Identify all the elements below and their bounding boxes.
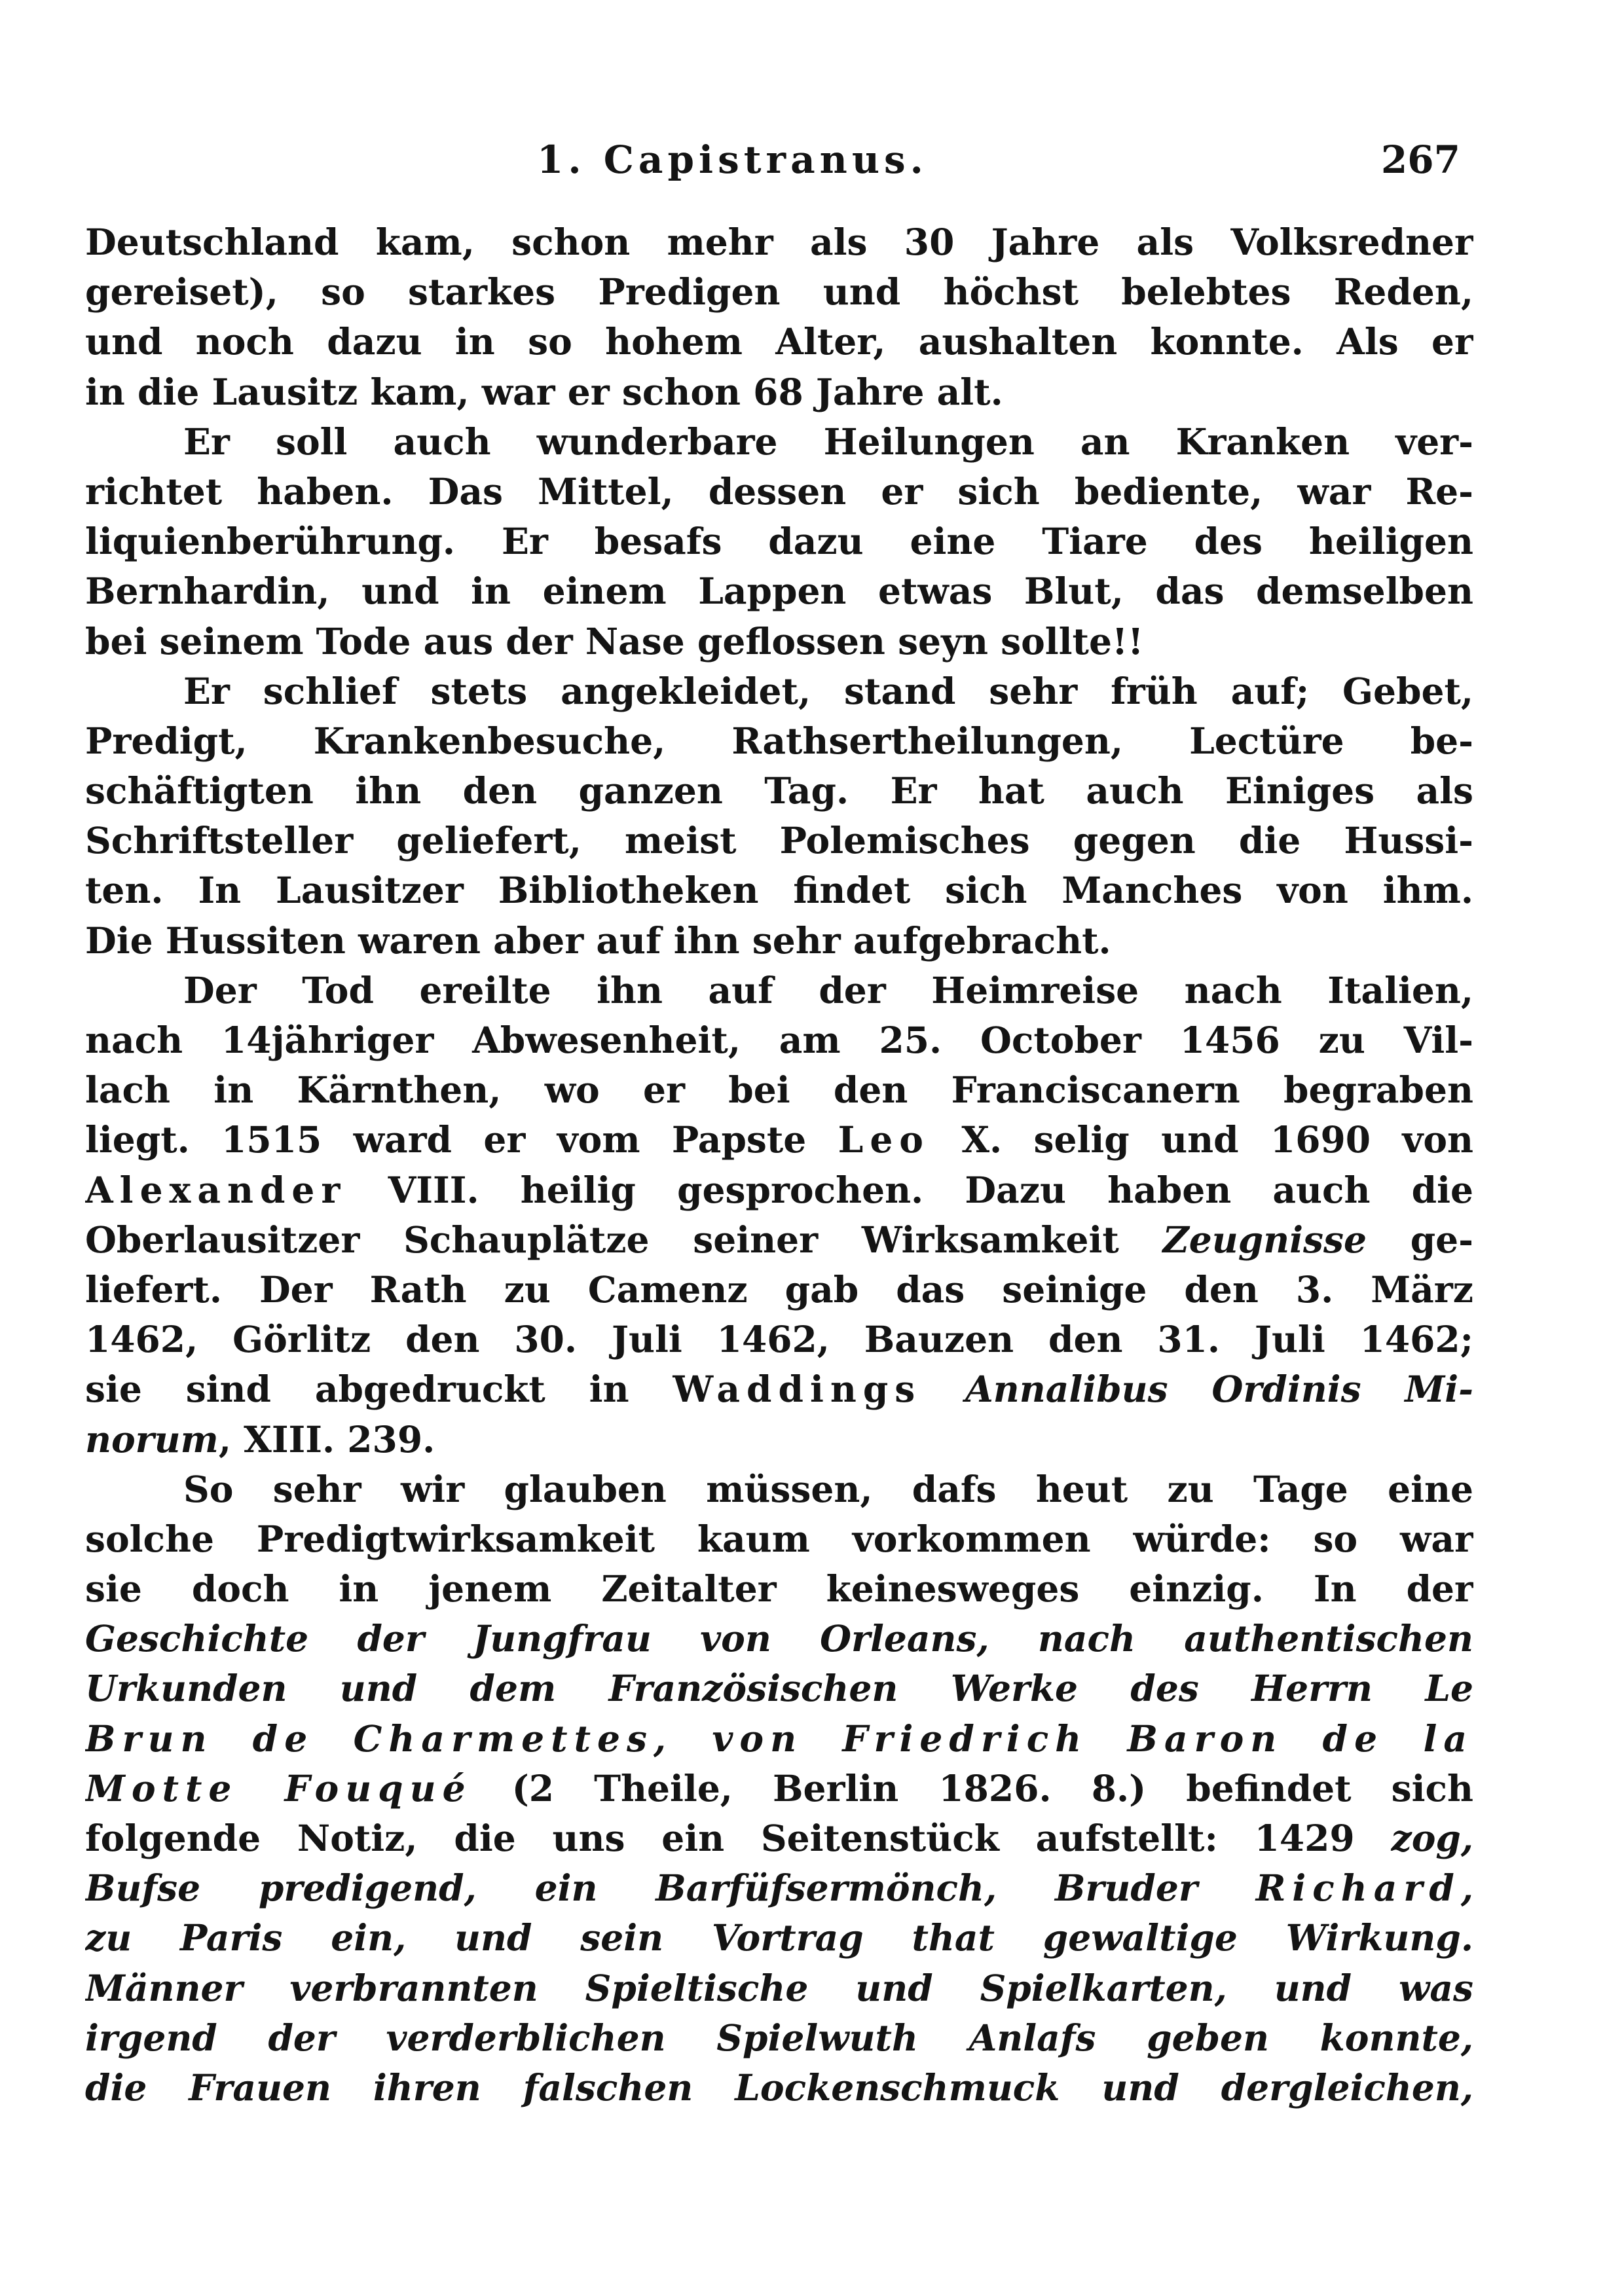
text-segment: X. selig und 1690 von bbox=[930, 1118, 1473, 1161]
text-line bbox=[85, 1315, 1473, 1364]
text-line bbox=[85, 1614, 1473, 1664]
text-segment: Motte Fouqué bbox=[85, 1766, 472, 1810]
text-line bbox=[85, 1364, 1473, 1414]
text-segment: zu Paris ein, und sein Vortrag that gewaltige Wirkung. bbox=[85, 1916, 1473, 1959]
page-header bbox=[85, 137, 1460, 190]
text-segment: irgend der verderblichen Spielwuth Anlafs geben konnte, bbox=[85, 2016, 1473, 2059]
text-segment: Bernhardin, und in einem Lappen etwas Blut, das demselben bbox=[85, 570, 1473, 613]
text-segment: bei seinem Tode aus der Nase geflossen seyn sollte!! bbox=[85, 619, 1144, 663]
text-segment: schäftigten ihn den ganzen Tag. Er hat auch Einiges als bbox=[85, 769, 1473, 812]
text-line bbox=[85, 467, 1473, 517]
text-line bbox=[85, 866, 1473, 915]
text-segment: VIII. heilig gesprochen. Dazu haben auch die bbox=[346, 1168, 1473, 1211]
text-line bbox=[85, 2013, 1473, 2063]
text-segment: Geschichte der Jungfrau von Orleans, nach authentischen bbox=[85, 1617, 1473, 1660]
text-segment: lach in Kärnthen, wo er bei den Franciscanern begraben bbox=[85, 1068, 1473, 1112]
text-line bbox=[85, 1913, 1473, 1963]
text-line bbox=[85, 766, 1473, 816]
text-segment: richtet haben. Das Mittel, dessen er sich bediente, war Re- bbox=[85, 469, 1473, 513]
text-segment: So sehr wir glauben müssen, dafs heut zu Tage eine bbox=[183, 1467, 1473, 1510]
text-line bbox=[85, 267, 1473, 317]
text-line bbox=[85, 1514, 1473, 1564]
text-segment: nach 14jähriger Abwesenheit, am 25. October 1456 zu Vil- bbox=[85, 1019, 1473, 1061]
text-segment: sie doch in jenem Zeitalter keinesweges einzig. In der bbox=[85, 1567, 1473, 1611]
text-line bbox=[85, 417, 1473, 467]
text-segment: Deutschland kam, schon mehr als 30 Jahre als Volksredner bbox=[85, 221, 1473, 263]
text-line bbox=[85, 1564, 1473, 1614]
text-segment: und noch dazu in so hohem Alter, aushalten konnte. Als er bbox=[85, 320, 1473, 363]
text-segment: ge- bbox=[1366, 1218, 1473, 1261]
text-segment bbox=[921, 1368, 965, 1410]
text-segment: Männer verbrannten Spieltische und Spielkarten, und was bbox=[85, 1966, 1473, 2009]
text-segment: Richard bbox=[1255, 1867, 1461, 1910]
text-line bbox=[85, 716, 1473, 766]
text-line bbox=[85, 1265, 1473, 1315]
text-segment: in die Lausitz kam, war er schon 68 Jahre alt. bbox=[85, 370, 1003, 413]
text-segment: Waddings bbox=[673, 1368, 922, 1411]
text-line bbox=[85, 517, 1473, 566]
text-segment: Schriftsteller geliefert, meist Polemisches gegen die Hussi- bbox=[85, 819, 1473, 862]
text-segment: norum bbox=[85, 1417, 219, 1461]
text-segment: die Frauen ihren falschen Lockenschmuck und dergleichen, bbox=[85, 2066, 1473, 2109]
text-segment: Die Hussiten waren aber auf ihn sehr aufgebracht. bbox=[85, 919, 1111, 962]
text-line bbox=[85, 1813, 1473, 1863]
text-segment: Brun de Charmettes, von Friedrich Baron de la bbox=[85, 1717, 1473, 1760]
text-segment: Oberlausitzer Schauplätze seiner Wirksamkeit bbox=[85, 1218, 1163, 1261]
text-segment: liefert. Der Rath zu Camenz gab das seinige den 3. März bbox=[85, 1267, 1473, 1311]
text-line bbox=[85, 1664, 1473, 1713]
text-line bbox=[85, 2063, 1473, 2113]
text-line bbox=[85, 566, 1473, 616]
text-segment: Alexander bbox=[85, 1168, 347, 1211]
text-segment: ten. In Lausitzer Bibliotheken findet sich Manches von ihm. bbox=[85, 869, 1473, 912]
text-segment: Predigt, Krankenbesuche, Rathsertheilungen, Lectüre be- bbox=[85, 719, 1473, 762]
text-line bbox=[85, 1165, 1473, 1215]
text-line bbox=[85, 617, 1473, 666]
text-line bbox=[85, 1465, 1473, 1514]
text-line bbox=[85, 217, 1473, 267]
text-line bbox=[85, 816, 1473, 866]
text-line bbox=[85, 966, 1473, 1015]
text-segment: 1462, Görlitz den 30. Juli 1462, Bauzen den 31. Juli 1462; bbox=[85, 1318, 1473, 1361]
text-segment: gereiset), so starkes Predigen und höchst belebtes Reden, bbox=[85, 270, 1473, 314]
text-segment: Urkunden und dem Französischen Werke des Herrn Le bbox=[85, 1667, 1473, 1710]
text-segment: liquienberührung. Er besafs dazu eine Tiare des heiligen bbox=[85, 520, 1473, 563]
running-title: 1. Capistranus. bbox=[537, 137, 928, 182]
text-line bbox=[85, 1015, 1473, 1065]
text-segment: Leo bbox=[838, 1118, 930, 1161]
text-segment: (2 Theile, Berlin 1826. 8.) befindet sich bbox=[471, 1766, 1473, 1810]
text-line bbox=[85, 1714, 1473, 1764]
text-segment: Bufse predigend, ein Barfüfsermönch, Bruder bbox=[85, 1867, 1256, 1910]
text-segment: liegt. 1515 ward er vom Papste bbox=[85, 1118, 838, 1161]
text-line bbox=[85, 1115, 1473, 1165]
text-segment: solche Predigtwirksamkeit kaum vorkommen würde: so war bbox=[85, 1517, 1473, 1560]
text-segment: folgende Notiz, die uns ein Seitenstück aufstellt: 1429 bbox=[85, 1817, 1392, 1859]
text-segment: , bbox=[1460, 1867, 1473, 1910]
text-segment: Der Tod ereilte ihn auf der Heimreise nach Italien, bbox=[183, 968, 1473, 1011]
page-number: 267 bbox=[1380, 137, 1460, 182]
body-text bbox=[85, 217, 1473, 2113]
text-line bbox=[85, 1415, 1473, 1465]
text-segment: Annalibus Ordinis Mi- bbox=[965, 1368, 1473, 1411]
text-line bbox=[85, 1215, 1473, 1265]
text-segment: zog, bbox=[1391, 1817, 1473, 1859]
text-line bbox=[85, 317, 1473, 367]
text-segment: Er soll auch wunderbare Heilungen an Kranken ver- bbox=[183, 420, 1473, 463]
text-line bbox=[85, 1963, 1473, 2013]
text-line bbox=[85, 1863, 1473, 1913]
text-line bbox=[85, 916, 1473, 966]
text-segment: Zeugnisse bbox=[1162, 1218, 1367, 1261]
text-segment: , XIII. 239. bbox=[218, 1417, 435, 1461]
text-line bbox=[85, 666, 1473, 716]
text-line bbox=[85, 1764, 1473, 1813]
text-line bbox=[85, 1065, 1473, 1115]
text-segment: sie sind abgedruckt in bbox=[85, 1368, 673, 1411]
text-line bbox=[85, 367, 1473, 417]
text-segment: Er schlief stets angekleidet, stand sehr früh auf; Gebet, bbox=[183, 669, 1473, 712]
